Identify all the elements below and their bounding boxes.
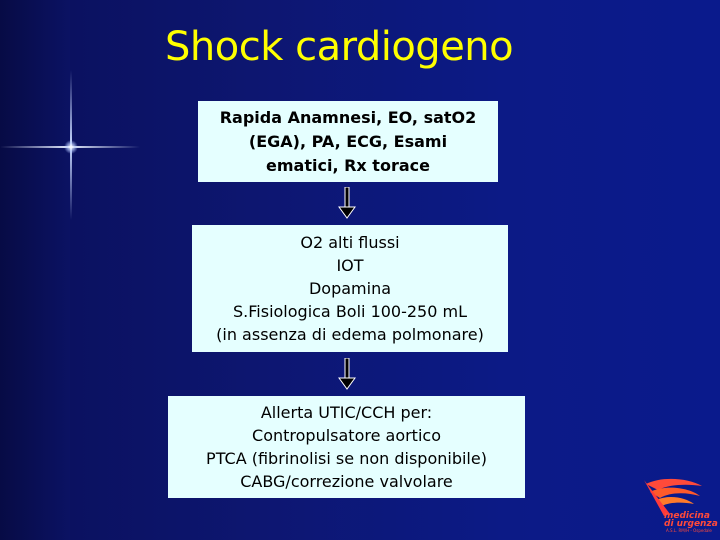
flow-box-line: IOT [336,256,364,275]
flow-box-line: Dopamina [308,279,392,298]
flow-box-line: ematici, Rx torace [266,155,430,175]
flow-box-line: Allerta UTIC/CCH per: [260,403,433,422]
sparkle-icon [64,140,78,154]
flow-arrow-down-icon [337,358,357,390]
flow-box-line: Contropulsatore aortico [252,426,441,445]
logo-text: di urgenza [664,519,718,529]
flow-box-line: O2 alti flussi [300,233,400,252]
left-dark-band [0,0,70,540]
slide-title: Shock cardiogeno [165,24,514,70]
flow-box-line: CABG/correzione valvolare [240,472,453,491]
flow-box-line: (in assenza di edema polmonare) [216,325,484,344]
logo-text: A.S.L. RM/H - Ospedale [666,528,712,533]
flow-arrow-down-icon [337,187,357,219]
flow-box-line: Rapida Anamnesi, EO, satO2 [219,107,477,127]
logo-text: medicina [664,511,710,521]
flow-box-assessment [198,101,498,182]
flow-box-line: (EGA), PA, ECG, Esami [248,131,448,151]
flow-box-line: PTCA (fibrinolisi se non disponibile) [206,449,487,468]
flow-box-referral [168,396,525,498]
flow-box-line: S.Fisiologica Boli 100-250 mL [233,302,467,321]
flow-box-treatment [192,225,508,352]
